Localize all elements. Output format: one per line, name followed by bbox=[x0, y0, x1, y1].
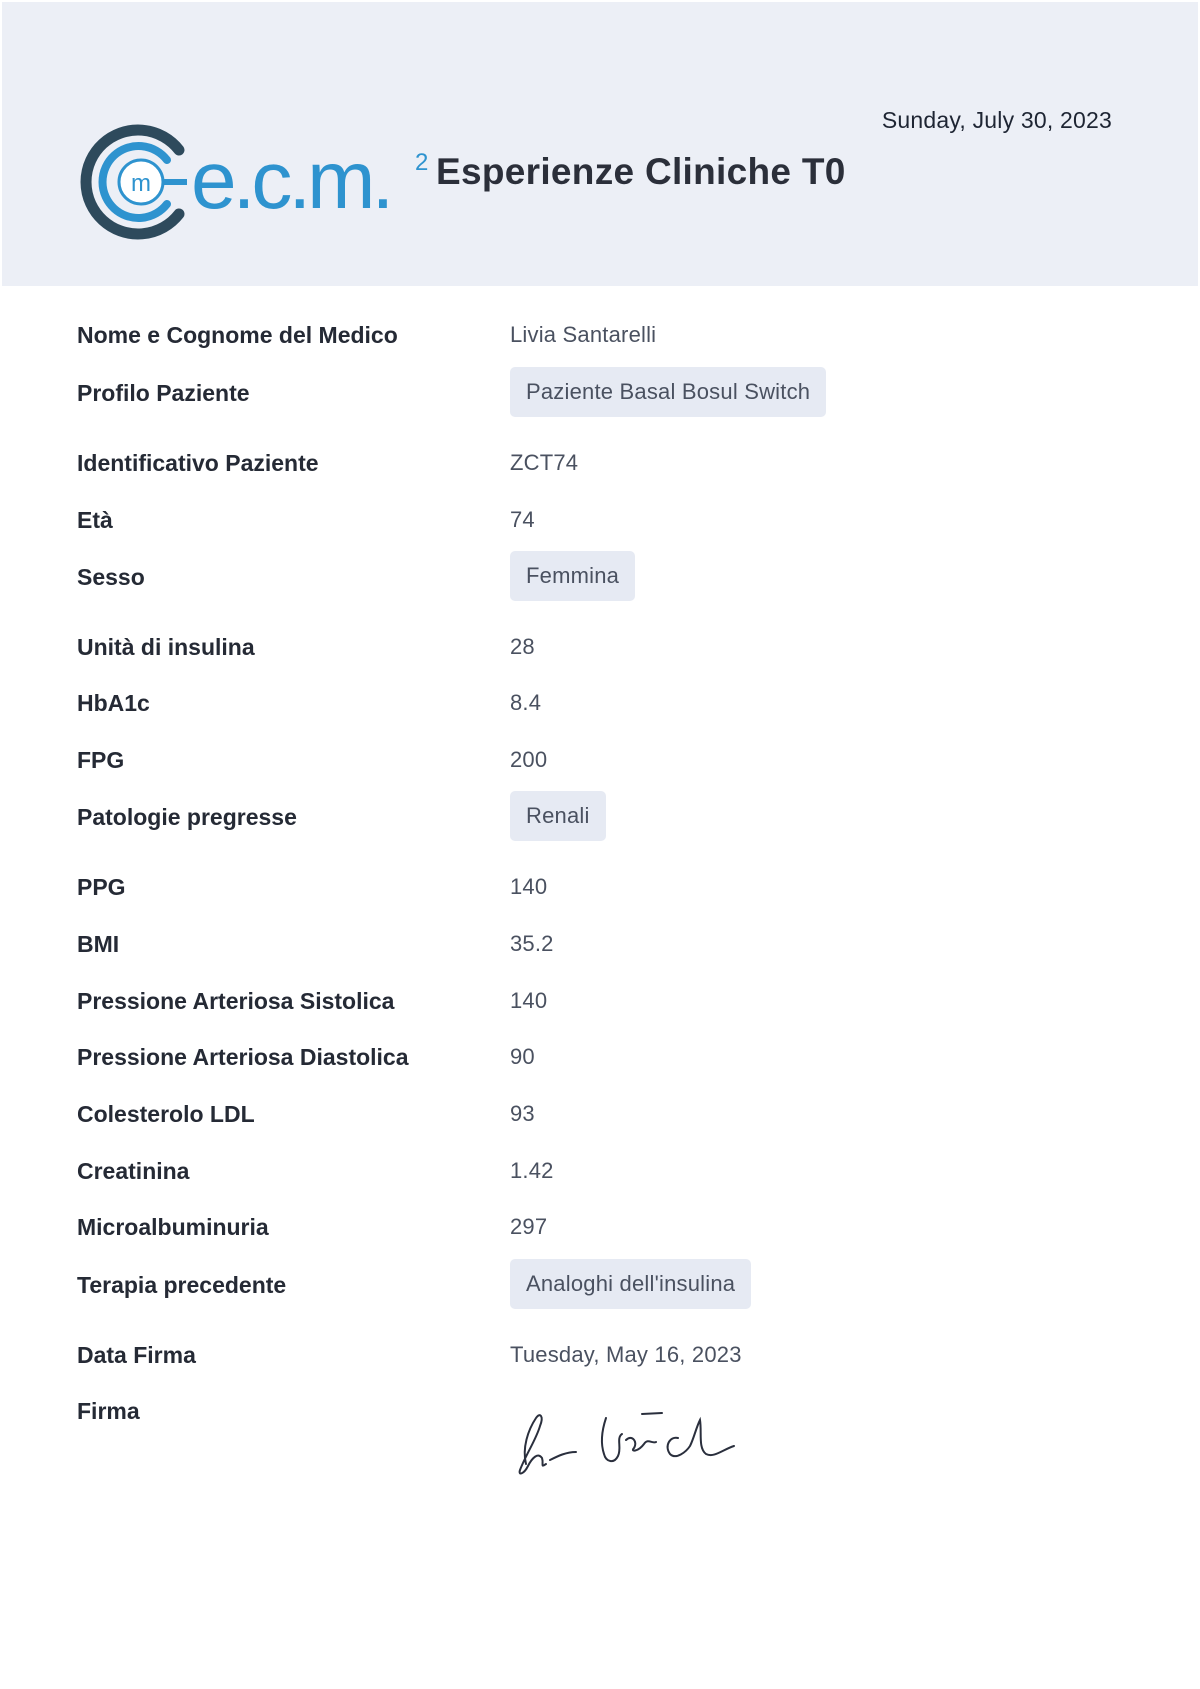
ecm-logo bbox=[79, 120, 429, 244]
field-value: 90 bbox=[510, 1044, 535, 1069]
field-label: Pressione Arteriosa Diastolica bbox=[77, 1044, 409, 1070]
field-value: 8.4 bbox=[510, 690, 542, 715]
field-label: Firma bbox=[77, 1398, 140, 1424]
field-label: Nome e Cognome del Medico bbox=[77, 322, 398, 348]
field-value: 140 bbox=[510, 988, 548, 1013]
field-value: 1.42 bbox=[510, 1158, 554, 1183]
field-label: Colesterolo LDL bbox=[77, 1101, 255, 1127]
field-value: Livia Santarelli bbox=[510, 322, 657, 347]
field-value: 200 bbox=[510, 747, 548, 772]
field-value: 297 bbox=[510, 1214, 548, 1239]
header-band bbox=[2, 2, 1198, 286]
value-chip: Renali bbox=[510, 791, 606, 841]
value-chip: Analoghi dell'insulina bbox=[510, 1259, 751, 1309]
field-label: Pressione Arteriosa Sistolica bbox=[77, 988, 395, 1014]
field-value: 28 bbox=[510, 634, 535, 659]
field-label: Terapia precedente bbox=[77, 1272, 287, 1298]
field-value: Tuesday, May 16, 2023 bbox=[510, 1342, 742, 1367]
field-label: Data Firma bbox=[77, 1342, 196, 1368]
field-value: 74 bbox=[510, 507, 535, 532]
field-label: Sesso bbox=[77, 564, 145, 590]
field-label: Microalbuminuria bbox=[77, 1214, 269, 1240]
field-label: Creatinina bbox=[77, 1158, 190, 1184]
field-label: Profilo Paziente bbox=[77, 380, 250, 406]
field-label: PPG bbox=[77, 874, 126, 900]
field-value: ZCT74 bbox=[510, 450, 579, 475]
handwritten-signature bbox=[510, 1408, 750, 1488]
field-value: 140 bbox=[510, 874, 548, 899]
header-date: Sunday, July 30, 2023 bbox=[881, 107, 1112, 133]
field-value: 35.2 bbox=[510, 931, 554, 956]
page-title: Esperienze Cliniche T0 bbox=[436, 151, 846, 192]
field-label: HbA1c bbox=[77, 690, 150, 716]
field-label: Età bbox=[77, 507, 113, 533]
value-chip: Femmina bbox=[510, 551, 635, 601]
logo-badge: m bbox=[131, 170, 151, 197]
logo-wordmark: e.c.m. bbox=[191, 135, 391, 226]
value-chip: Paziente Basal Bosul Switch bbox=[510, 367, 826, 417]
field-label: Unità di insulina bbox=[77, 634, 255, 660]
field-label: BMI bbox=[77, 931, 120, 957]
logo-superscript: 2 bbox=[415, 149, 429, 176]
field-label: Identificativo Paziente bbox=[77, 450, 319, 476]
field-label: Patologie pregresse bbox=[77, 804, 297, 830]
field-value: 93 bbox=[510, 1101, 535, 1126]
field-label: FPG bbox=[77, 747, 125, 773]
